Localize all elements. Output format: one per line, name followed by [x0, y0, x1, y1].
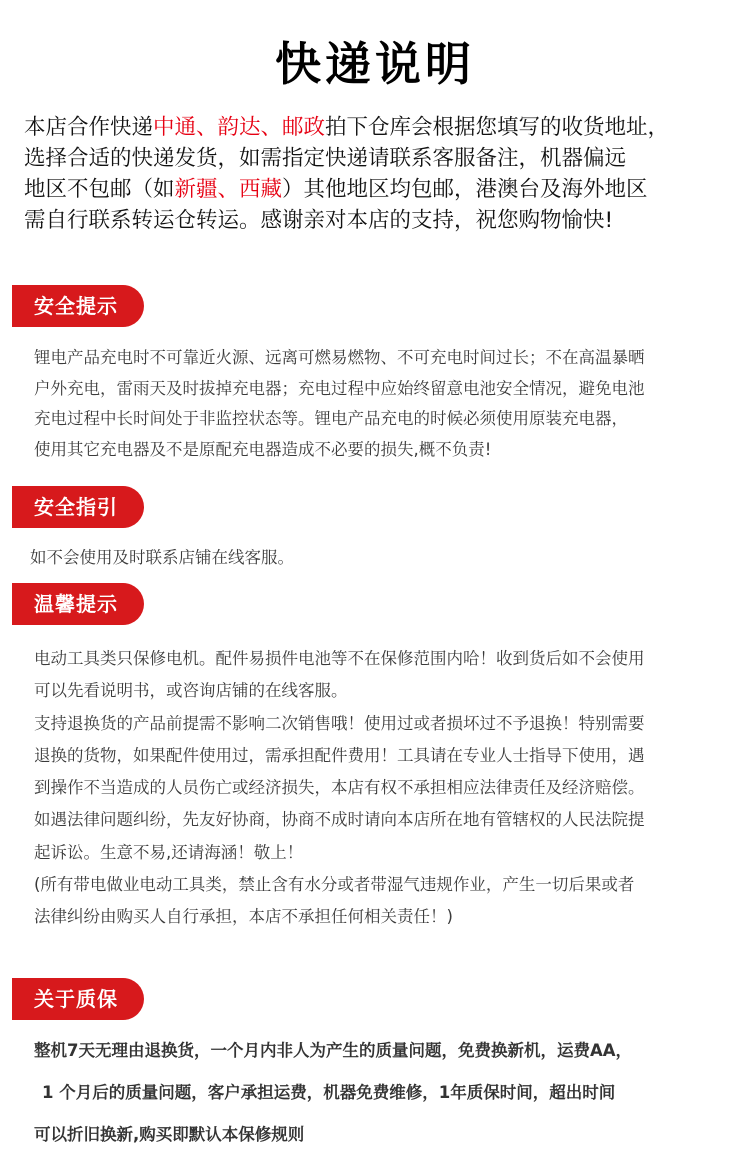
text-line: 1 个月后的质量问题，客户承担运费，机器免费维修，1年质保时间，超出时间: [42, 1083, 616, 1102]
text-line: 退换的货物，如果配件使用过，需承担配件费用！工具请在专业人士指导下使用，遇: [34, 745, 645, 765]
intro-text: 拍下仓库会根据您填写的收货地址，: [325, 115, 670, 140]
section-tag-warranty: 关于质保: [12, 978, 144, 1020]
section-tag-safety-tips: 安全提示: [12, 285, 144, 327]
text-line: 到操作不当造成的人员伤亡或经济损失，本店有权不承担相应法律责任及经济赔偿。: [34, 778, 645, 798]
intro-line-2: 选择合适的快递发货，如需指定快递请联系客服备注，机器偏远: [24, 146, 627, 171]
text-line: 法律纠纷由购买人自行承担，本店不承担任何相关责任！): [34, 907, 453, 927]
safety-guide-text: [30, 544, 730, 572]
warm-tips-text: [34, 643, 734, 934]
page-title: 快递说明: [275, 37, 475, 91]
text-line: 电动工具类只保修电机。配件易损件电池等不在保修范围内哈！收到货后如不会使用: [34, 649, 645, 668]
text-line: 可以先看说明书，或咨询店铺的在线客服。: [34, 681, 348, 701]
text-line: 使用其它充电器及不是原配充电器造成不必要的损失,概不负责!: [34, 439, 492, 459]
intro-text: 地区不包邮（如: [24, 177, 175, 202]
text-line: 锂电产品充电时不可靠近火源、远离可燃易燃物、不可充电时间过长；不在高温暴晒: [34, 348, 645, 367]
section-tag-warm-tips: 温馨提示: [12, 583, 144, 625]
text-line: 支持退换货的产品前提需不影响二次销售哦！使用过或者损坏过不予退换！特别需要: [34, 713, 645, 733]
intro-line-1: [24, 112, 736, 143]
text-line: (所有带电做业电动工具类，禁止含有水分或者带湿气违规作业，产生一切后果或者: [34, 875, 635, 895]
intro-text: 本店合作快递: [24, 115, 154, 140]
excluded-regions: 新疆、西藏: [174, 177, 283, 202]
intro-text: ）其他地区均包邮，港澳台及海外地区: [282, 177, 648, 202]
text-line: 户外充电，雷雨天及时拔掉充电器；充电过程中应始终留意电池安全情况，避免电池: [34, 378, 645, 398]
text-line: 如不会使用及时联系店铺在线客服。: [30, 548, 294, 567]
text-line: 可以折旧换新,购买即默认本保修规则: [34, 1125, 305, 1144]
courier-names: 中通、韵达、邮政: [153, 115, 326, 140]
text-line: 充电过程中长时间处于非监控状态等。锂电产品充电的时候必须使用原装充电器，: [34, 409, 628, 428]
safety-tips-text: [34, 343, 734, 465]
text-line: 如遇法律问题纠纷，先友好协商，协商不成时请向本店所在地有管辖权的人民法院提: [34, 810, 645, 830]
text-line: 起诉讼。生意不易,还请海涵！敬上！: [34, 842, 304, 862]
intro-line-4: 需自行联系转运仓转运。感谢亲对本店的支持，祝您购物愉快!: [24, 208, 614, 233]
section-tag-safety-guide: 安全指引: [12, 486, 144, 528]
text-line: 整机7天无理由退换货，一个月内非人为产生的质量问题，免费换新机，运费AA，: [34, 1041, 633, 1060]
shipping-intro: [24, 112, 736, 236]
intro-line-3: [24, 174, 736, 205]
warranty-text: [34, 1030, 734, 1156]
